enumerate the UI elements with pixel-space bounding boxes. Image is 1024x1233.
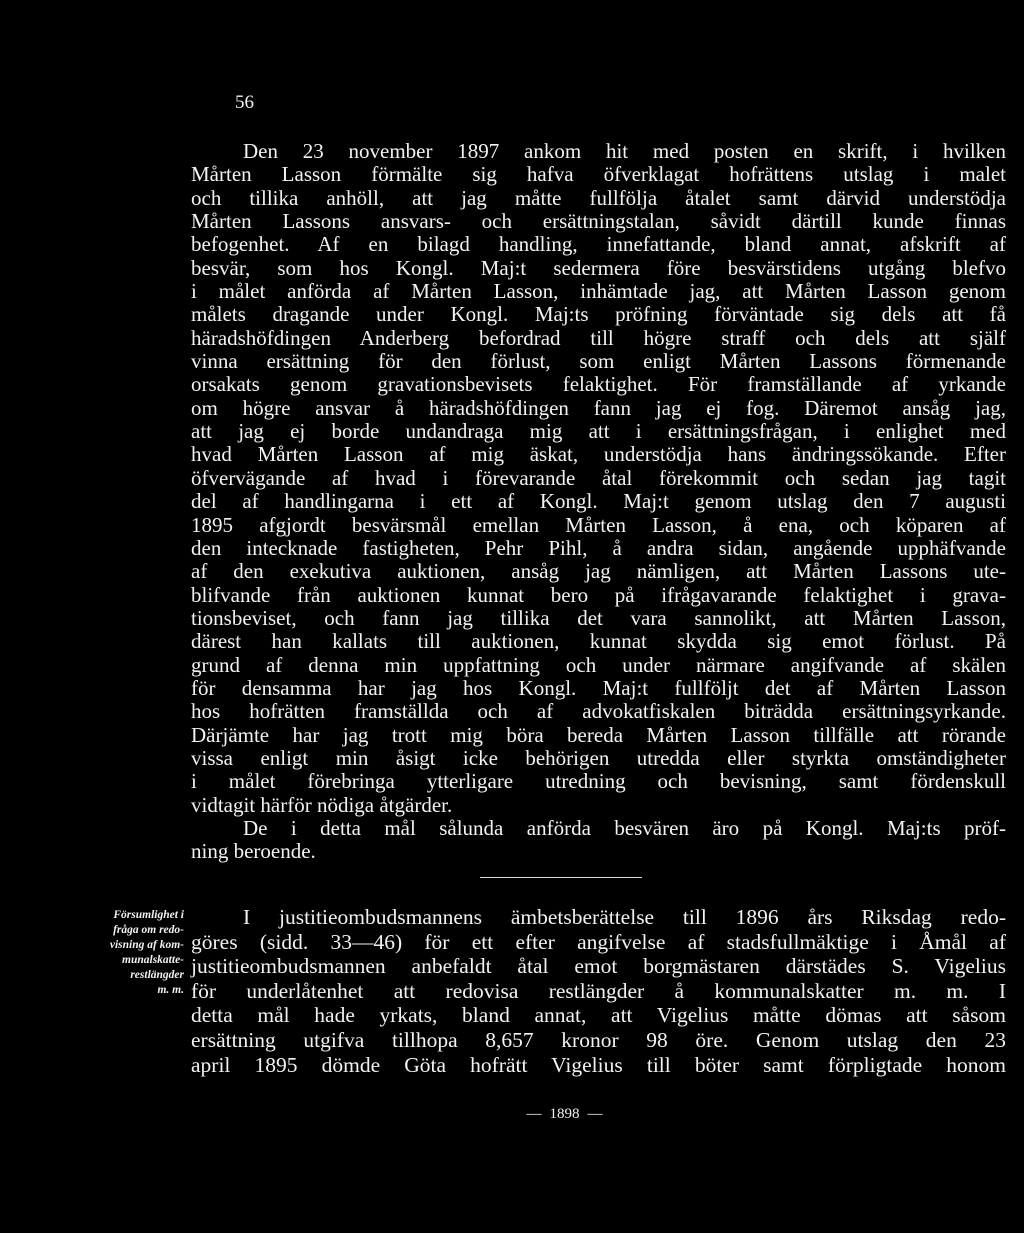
text-line: vidtagit härför nödiga åtgärder. — [191, 792, 453, 817]
page-number: 56 — [235, 92, 254, 113]
text-line: del af handlingarna i ett af Kongl. Maj:t genom utslag den 7 augusti — [191, 489, 1006, 514]
page-footer — [0, 1106, 1024, 1123]
margin-note-line: m. m. — [157, 984, 184, 996]
margin-note-line: restlängder — [130, 969, 184, 981]
text-line: vinna ersättning för den förlust, som enligt Mårten Lassons förmenande — [191, 349, 1006, 374]
footer-dash-left: — — [526, 1106, 542, 1122]
text-line: ersättning utgifva tillhopa 8,657 kronor 98 öre. Genom utslag den 23 — [191, 1027, 1006, 1052]
text-line: för densamma har jag hos Kongl. Maj:t fullföljt det af Mårten Lasson — [191, 675, 1006, 700]
text-line: De i detta mål sålunda anförda besvären äro på Kongl. Maj:ts pröf- — [243, 815, 1006, 840]
main-paragraph — [191, 140, 1006, 864]
text-line: grund af denna min uppfattning och under närmare angifvande af skälen — [191, 652, 1006, 677]
text-line: tionsbeviset, och fann jag tillika det vara sannolikt, att Mårten Lasson, — [191, 605, 1006, 630]
text-line: hvad Mårten Lasson af mig äskat, understödja hans ändringssökande. Efter — [191, 442, 1006, 467]
section-divider — [480, 877, 642, 878]
margin-note-line: Försumlighet i — [113, 909, 184, 921]
text-line: 1895 afgjordt besvärsmål emellan Mårten Lasson, å ena, och köparen af — [191, 512, 1006, 537]
second-paragraph — [191, 905, 1006, 1077]
footer-dash-right: — — [587, 1106, 603, 1122]
text-line: blifvande från auktionen kunnat bero på ifrågavarande felaktighet i grava- — [191, 582, 1006, 607]
text-line: I justitieombudsmannens ämbetsberättelse till 1896 års Riksdag redo- — [243, 905, 1006, 929]
text-line: befogenhet. Af en bilagd handling, innefattande, bland annat, afskrift af — [191, 232, 1006, 257]
text-line: häradshöfdingen Anderberg befordrad till högre straff och dels att själf — [191, 325, 1006, 350]
text-line: om högre ansvar å häradshöfdingen fann jag ej fog. Däremot ansåg jag, — [191, 395, 1006, 420]
text-line: detta mål hade yrkats, bland annat, att Vigelius måtte dömas att såsom — [191, 1003, 1006, 1028]
footer-year: 1898 — [549, 1106, 580, 1122]
text-line: målets dragande under Kongl. Maj:ts pröfning förväntade sig dels att få — [191, 302, 1006, 327]
text-line: Därjämte har jag trott mig böra bereda Mårten Lasson tillfälle att rörande — [191, 722, 1006, 747]
margin-note — [80, 908, 184, 998]
text-line: för underlåtenhet att redovisa restlängder å kommunalskatter m. m. I — [191, 978, 1006, 1003]
text-line: besvär, som hos Kongl. Maj:t sedermera före besvärstidens utgång blefvo — [191, 255, 1006, 280]
text-line: öfvervägande af hvad i förevarande åtal förekommit och sedan jag tagit — [191, 465, 1006, 490]
text-line: i målet förebringa ytterligare utredning och bevisning, samt fördenskull — [191, 769, 1006, 794]
text-line: Mårten Lassons ansvars- och ersättningstalan, såvidt därtill kunde finnas — [191, 209, 1006, 234]
text-line: april 1895 dömde Göta hofrätt Vigelius till böter samt förpligtade honom — [191, 1052, 1006, 1077]
text-line: ning beroende. — [191, 839, 316, 864]
text-line: justitieombudsmannen anbefaldt åtal emot borgmästaren därstädes S. Vigelius — [191, 954, 1006, 979]
text-line: Mårten Lasson förmälte sig hafva öfverklagat hofrättens utslag i malet — [191, 162, 1006, 187]
text-line: i målet anförda af Mårten Lasson, inhämtade jag, att Mårten Lasson genom — [191, 279, 1006, 304]
text-line: och tillika anhöll, att jag måtte fullfölja åtalet samt därvid understödja — [191, 185, 1006, 210]
text-line: den intecknade fastigheten, Pehr Pihl, å andra sidan, angående upphäfvande — [191, 535, 1006, 560]
text-line: att jag ej borde undandraga mig att i ersättningsfrågan, i enlighet med — [191, 419, 1006, 444]
text-line: Den 23 november 1897 ankom hit med posten en skrift, i hvilken — [243, 139, 1006, 163]
margin-note-line: visning af kom- — [109, 939, 184, 951]
margin-note-line: munalskatte- — [122, 954, 184, 966]
text-line: vissa enligt min åsigt icke behörigen utredda eller styrkta omständigheter — [191, 745, 1006, 770]
margin-note-line: fråga om redo- — [113, 924, 184, 936]
text-line: därest han kallats till auktionen, kunnat skydda sig emot förlust. På — [191, 629, 1006, 654]
text-line: göres (sidd. 33—46) för ett efter angifvelse af stadsfullmäktige i Åmål af — [191, 929, 1006, 954]
text-line: orsakats genom gravationsbevisets felaktighet. För framställande af yrkande — [191, 372, 1006, 397]
text-line: hos hofrätten framställda och af advokatfiskalen biträdda ersättningsyrkande. — [191, 699, 1006, 724]
text-line: af den exekutiva auktionen, ansåg jag nämligen, att Mårten Lassons ute- — [191, 559, 1006, 584]
